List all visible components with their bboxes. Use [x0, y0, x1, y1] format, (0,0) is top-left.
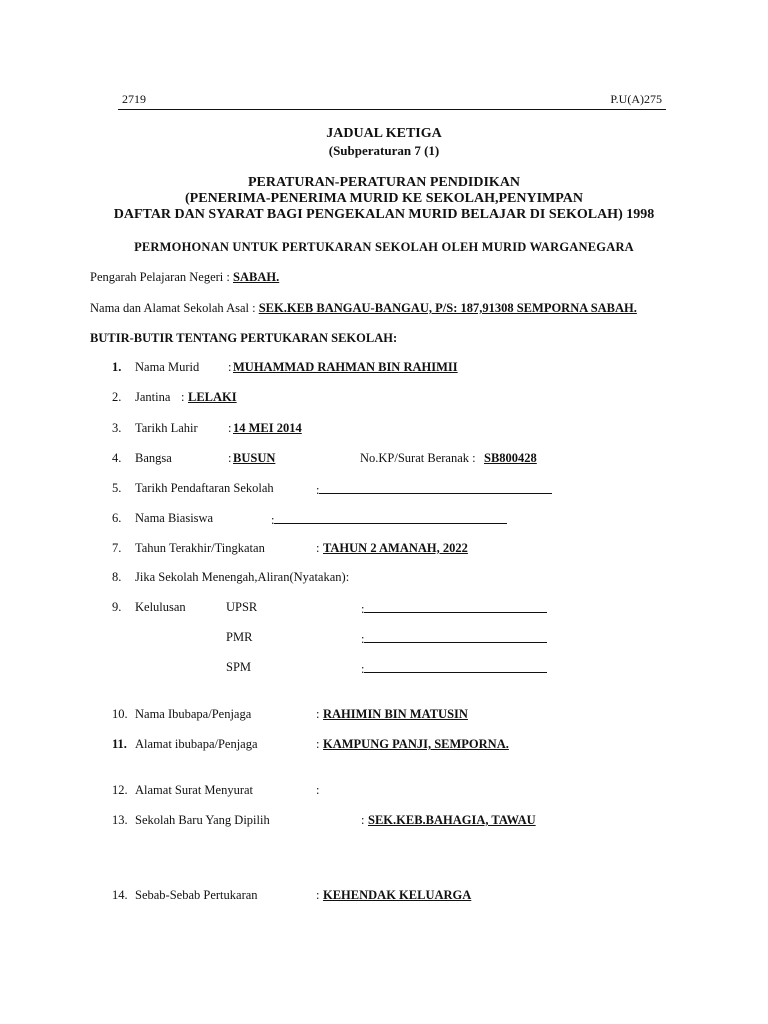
colon: :: [271, 513, 275, 527]
blank-line: [364, 600, 547, 613]
law-title-line-3: DAFTAR DAN SYARAT BAGI PENGEKALAN MURID BELAJAR DI SEKOLAH) 1998: [113, 207, 655, 222]
new-school-value: SEK.KEB.BAHAGIA, TAWAU: [368, 813, 536, 827]
colon: :: [316, 541, 320, 555]
item-number: 14.: [112, 888, 128, 902]
colon: :: [361, 602, 365, 616]
last-year-value: TAHUN 2 AMANAH, 2022: [323, 541, 468, 555]
ic-number-label: No.KP/Surat Beranak :: [360, 451, 476, 465]
colon: :: [228, 421, 232, 435]
colon: :: [316, 483, 320, 497]
item-number: 6.: [112, 511, 122, 525]
parent-name-value: RAHIMIN BIN MATUSIN: [323, 707, 468, 721]
colon: :: [361, 813, 365, 827]
pmr-label: PMR: [226, 630, 253, 644]
student-name-value: MUHAMMAD RAHMAN BIN RAHIMII: [233, 360, 458, 374]
colon: :: [361, 662, 365, 676]
law-title-line-1: PERATURAN-PERATURAN PENDIDIKAN: [247, 175, 521, 190]
item-number: 4.: [112, 451, 122, 465]
scholarship-label: Nama Biasiswa: [135, 511, 214, 525]
gender-value: LELAKI: [188, 390, 237, 404]
birth-date-value: 14 MEI 2014: [233, 421, 302, 435]
parent-address-label: Alamat ibubapa/Penjaga: [135, 737, 258, 751]
item-number: 11.: [112, 737, 127, 751]
upsr-field: [361, 600, 547, 617]
colon: :: [316, 707, 320, 721]
item-number: 13.: [112, 813, 128, 827]
gender-label: Jantina: [135, 390, 171, 404]
item-number: 1.: [112, 360, 122, 374]
origin-school-label: Nama dan Alamat Sekolah Asal :: [90, 301, 256, 315]
page-header: [118, 92, 666, 110]
item-number: 3.: [112, 421, 122, 435]
blank-line: [364, 630, 547, 643]
item-number: 12.: [112, 783, 128, 797]
scholarship-field: [271, 511, 507, 528]
page-number: 2719: [122, 92, 146, 106]
colon: :: [361, 632, 365, 646]
birth-date-label: Tarikh Lahir: [135, 421, 198, 435]
transfer-reason-value: KEHENDAK KELUARGA: [323, 888, 472, 902]
transfer-reason-label: Sebab-Sebab Pertukaran: [135, 888, 258, 902]
mailing-address-label: Alamat Surat Menyurat: [135, 783, 254, 797]
parent-name-label: Nama Ibubapa/Penjaga: [135, 707, 252, 721]
law-title-line-2: (PENERIMA-PENERIMA MURID KE SEKOLAH,PENYIMPAN: [185, 191, 583, 206]
registration-date-label: Tarikh Pendaftaran Sekolah: [135, 481, 274, 495]
colon: :: [316, 737, 320, 751]
colon: :: [181, 390, 185, 404]
item-number: 9.: [112, 600, 122, 614]
ic-number-value: SB800428: [484, 451, 537, 465]
director-value: SABAH.: [233, 270, 280, 284]
upsr-label: UPSR: [226, 600, 258, 614]
schedule-subtitle: (Subperaturan 7 (1): [328, 143, 440, 158]
spm-field: [361, 660, 547, 677]
item-number: 2.: [112, 390, 122, 404]
colon: :: [228, 360, 232, 374]
colon: :: [316, 783, 320, 797]
blank-line: [364, 660, 547, 673]
new-school-label: Sekolah Baru Yang Dipilih: [135, 813, 270, 827]
item-number: 10.: [112, 707, 128, 721]
item-number: 7.: [112, 541, 122, 555]
director-label: Pengarah Pelajaran Negeri :: [90, 270, 230, 284]
director-row: [90, 270, 279, 285]
registration-date-field: [316, 481, 552, 498]
pmr-field: [361, 630, 547, 647]
parent-address-value: KAMPUNG PANJI, SEMPORNA.: [323, 737, 509, 751]
gazette-reference: P.U(A)275: [610, 92, 662, 106]
item-number: 5.: [112, 481, 122, 495]
form-title: PERMOHONAN UNTUK PERTUKARAN SEKOLAH OLEH MURID WARGANEGARA: [134, 240, 634, 254]
origin-school-row: [90, 301, 637, 316]
race-label: Bangsa: [135, 451, 172, 465]
colon: :: [228, 451, 232, 465]
blank-line: [274, 511, 507, 524]
race-value: BUSUN: [233, 451, 276, 465]
item-number: 8.: [112, 570, 122, 584]
spm-label: SPM: [226, 660, 252, 674]
blank-line: [319, 481, 552, 494]
student-name-label: Nama Murid: [135, 360, 200, 374]
section-title: BUTIR-BUTIR TENTANG PERTUKARAN SEKOLAH:: [90, 331, 398, 345]
last-year-label: Tahun Terakhir/Tingkatan: [135, 541, 265, 555]
secondary-stream-label: Jika Sekolah Menengah,Aliran(Nyatakan):: [135, 570, 350, 584]
colon: :: [316, 888, 320, 902]
origin-school-value: SEK.KEB BANGAU-BANGAU, P/S: 187,91308 SEMPORNA SABAH.: [258, 301, 637, 315]
qualification-label: Kelulusan: [135, 600, 186, 614]
schedule-title: JADUAL KETIGA: [326, 126, 442, 141]
